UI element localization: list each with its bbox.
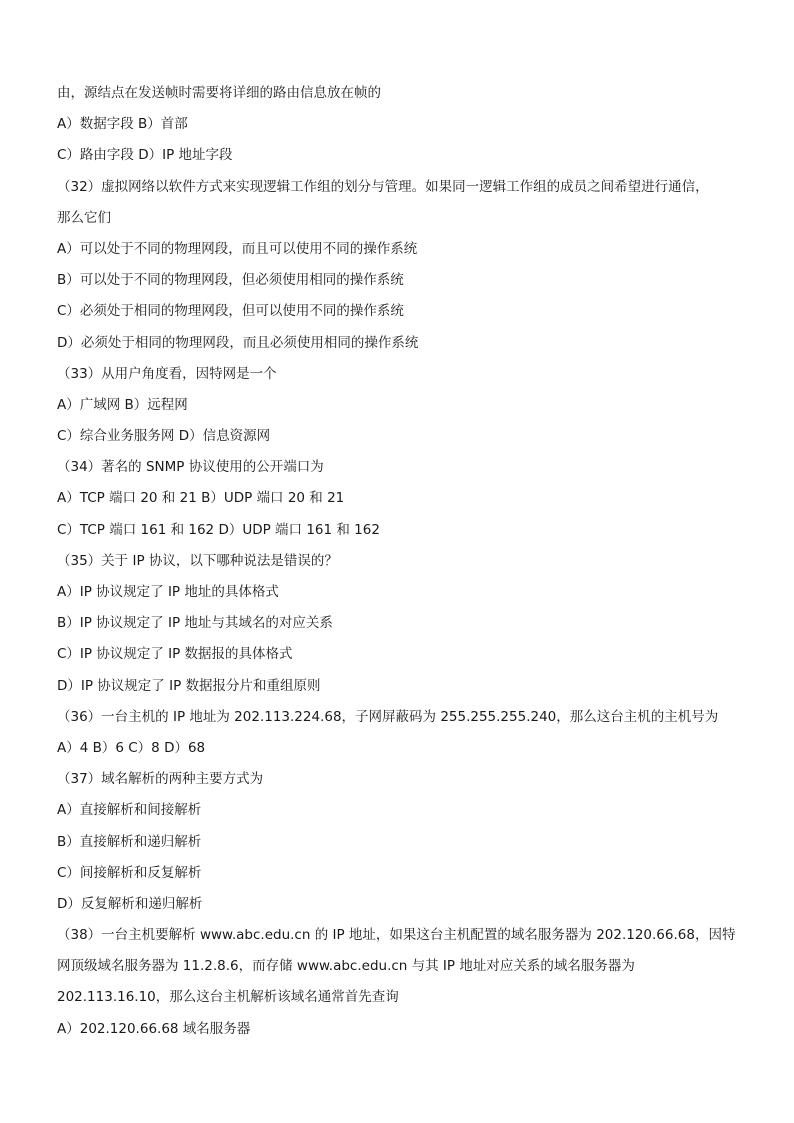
option-line: A）广域网 B）远程网 (57, 396, 188, 413)
option-line: D）IP 协议规定了 IP 数据报分片和重组原则 (57, 677, 321, 694)
question-37: （37）域名解析的两种主要方式为 (57, 771, 264, 788)
option-line: A）202.120.66.68 域名服务器 (57, 1020, 251, 1037)
option-line: A）数据字段 B）首部 (57, 116, 188, 133)
option-line: B）直接解析和递归解析 (57, 833, 202, 850)
question-32: （32）虚拟网络以软件方式来实现逻辑工作组的划分与管理。如果同一逻辑工作组的成员之间希望进行通信， (57, 178, 709, 195)
option-line: A）4 B）6 C）8 D）68 (57, 739, 206, 756)
option-line: C）路由字段 D）IP 地址字段 (57, 147, 233, 164)
option-line: D）必须处于相同的物理网段，而且必须使用相同的操作系统 (57, 334, 419, 351)
option-line: A）可以处于不同的物理网段，而且可以使用不同的操作系统 (57, 240, 418, 257)
option-line: B）可以处于不同的物理网段，但必须使用相同的操作系统 (57, 272, 404, 289)
text-line: 网顶级域名服务器为 11.2.8.6，而存储 www.abc.edu.cn 与其 IP 地址对应关系的域名服务器为 (57, 958, 635, 975)
text-line: 202.113.16.10，那么这台主机解析该域名通常首先查询 (57, 989, 399, 1006)
option-line: C）间接解析和反复解析 (57, 864, 202, 881)
question-38: （38）一台主机要解析 www.abc.edu.cn 的 IP 地址，如果这台主机配置的域名服务器为 202.120.66.68，因特 (57, 927, 736, 944)
option-line: A）直接解析和间接解析 (57, 802, 202, 819)
option-line: C）必须处于相同的物理网段，但可以使用不同的操作系统 (57, 303, 404, 320)
question-35: （35）关于 IP 协议，以下哪种说法是错误的？ (57, 552, 338, 569)
option-line: A）TCP 端口 20 和 21 B）UDP 端口 20 和 21 (57, 490, 345, 507)
text-line: 由，源结点在发送帧时需要将详细的路由信息放在帧的 (57, 85, 381, 101)
question-34: （34）著名的 SNMP 协议使用的公开端口为 (57, 459, 324, 476)
option-line: B）IP 协议规定了 IP 地址与其域名的对应关系 (57, 615, 333, 632)
option-line: C）IP 协议规定了 IP 数据报的具体格式 (57, 646, 293, 663)
question-33: （33）从用户角度看，因特网是一个 (57, 365, 277, 382)
option-line: D）反复解析和递归解析 (57, 895, 203, 912)
document-body (57, 78, 737, 1045)
option-line: C）综合业务服务网 D）信息资源网 (57, 428, 271, 445)
option-line: C）TCP 端口 161 和 162 D）UDP 端口 161 和 162 (57, 521, 380, 538)
option-line: A）IP 协议规定了 IP 地址的具体格式 (57, 584, 279, 600)
question-36: （36）一台主机的 IP 地址为 202.113.224.68，子网屏蔽码为 255.255.255.240，那么这台主机的主机号为 (57, 708, 719, 725)
text-line: 那么它们 (57, 209, 111, 226)
